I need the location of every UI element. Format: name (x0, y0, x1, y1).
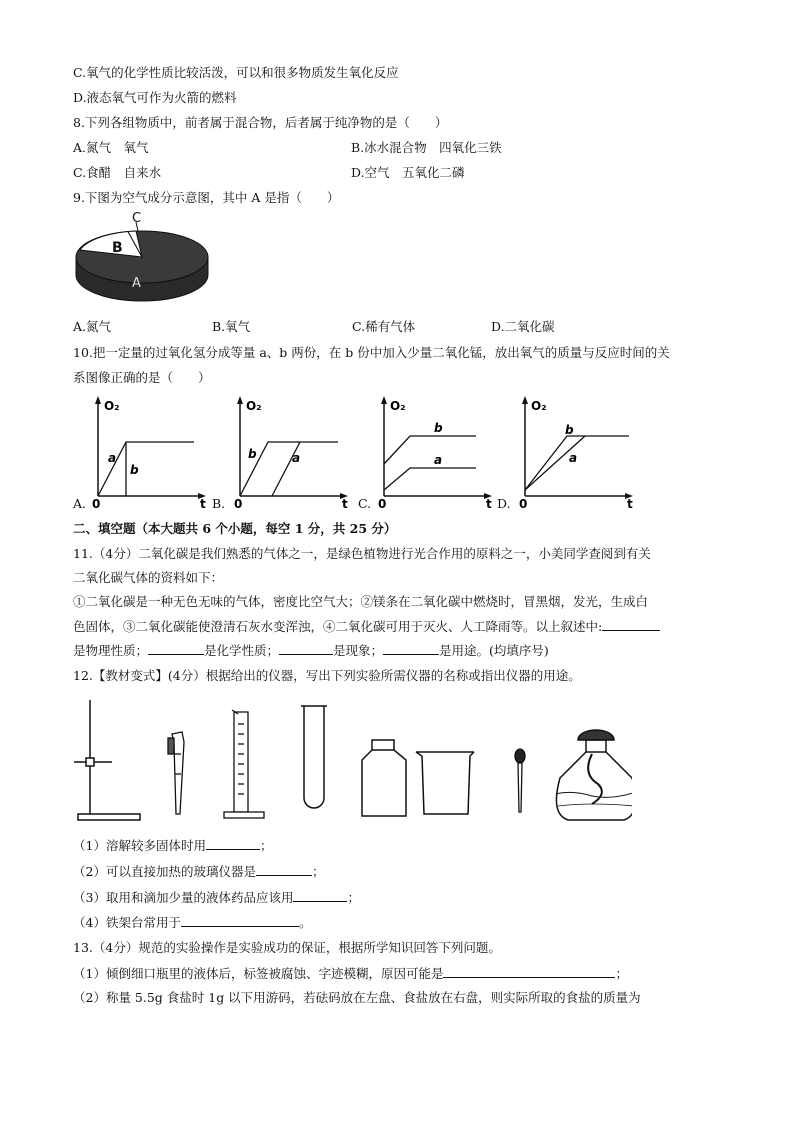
q12-sub-3-text: （3）取用和滴加少量的液体药品应该用 (73, 890, 294, 905)
graph-c (370, 392, 500, 512)
graph-a (84, 392, 214, 512)
q11-blank-1[interactable] (602, 617, 660, 631)
q11-use: 是用途。(均填序号) (439, 643, 549, 658)
q12-sub-2 (73, 862, 324, 881)
question-11-line4-text: 色固体，③二氧化碳能使澄清石灰水变浑浊，④二氧化碳可用于灭火、人工降雨等。以上叙述中: (73, 619, 603, 634)
graph-b-label-a: a (292, 451, 301, 465)
question-12: 12.【教材变式】(4分）根据给出的仪器，写出下列实验所需仪器的名称或指出仪器的用途。 (73, 668, 581, 683)
q11-blank-4[interactable] (383, 641, 439, 655)
q11-chemical: 是化学性质； (204, 643, 280, 658)
graph-b-o2: O₂ (246, 399, 262, 413)
q9-option-b: B.氧气 (212, 319, 251, 334)
q11-blank-3[interactable] (279, 641, 333, 655)
q12-blank-3[interactable] (293, 888, 347, 902)
q12-sub-3-end: ； (347, 890, 360, 905)
question-11-line3: ①二氧化碳是一种无色无味的气体，密度比空气大；②镁条在二氧化碳中燃烧时，冒黑烟，发光，生成白 (73, 594, 649, 609)
q12-sub-2-text: （2）可以直接加热的玻璃仪器是 (73, 864, 256, 879)
q12-blank-1[interactable] (206, 836, 260, 850)
graph-b (226, 392, 356, 512)
q8-option-c: C.食醋 自来水 (73, 165, 162, 180)
q13-blank-1[interactable] (443, 964, 615, 978)
graduated-cylinder-icon (224, 710, 264, 818)
q12-sub-3 (73, 888, 360, 907)
graph-c-t: t (486, 497, 492, 511)
graph-d-label-a: a (569, 451, 578, 465)
graph-c-label-b: b (434, 421, 443, 435)
q12-sub-1 (73, 836, 272, 855)
question-11-line4 (73, 617, 660, 636)
graph-a-origin: 0 (92, 497, 101, 511)
graph-c-origin: 0 (378, 497, 387, 511)
q11-phenomenon: 是现象； (333, 643, 384, 658)
lab-apparatus-row (72, 694, 632, 824)
test-tube-holder-icon (168, 732, 184, 814)
question-10-line2: 系图像正确的是（ ） (73, 370, 211, 385)
graph-option-c: C. (358, 496, 372, 511)
graph-c-o2: O₂ (390, 399, 406, 413)
graph-a-t: t (200, 497, 206, 511)
graph-b-label-b: b (248, 447, 257, 461)
question-10-line1: 10.把一定量的过氧化氢分成等量 a、b 两份，在 b 份中加入少量二氧化锰，放出氧气的质量与反应时间的关 (73, 345, 670, 360)
q9-option-a: A.氮气 (73, 319, 112, 334)
option-c-text: C.氧气的化学性质比较活泼，可以和很多物质发生氧化反应 (73, 65, 399, 80)
graph-d-label-b: b (565, 423, 574, 437)
alcohol-lamp-icon (556, 730, 632, 820)
graph-c-label-a: a (434, 453, 443, 467)
q13-sub-2: （2）称量 5.5g 食盐时 1g 以下用游码，若砝码放在左盘、食盐放在右盘，则实际所取的食盐的质量为 (73, 990, 641, 1005)
q12-sub-2-end: ； (311, 864, 325, 879)
graph-option-a: A. (73, 496, 87, 511)
graph-a-o2: O₂ (104, 399, 120, 413)
reagent-bottle-icon (362, 740, 406, 816)
question-13: 13.（4分）规范的实验操作是实验成功的保证，根据所学知识回答下列问题。 (73, 940, 501, 955)
q13-sub-1-end: ； (615, 966, 628, 981)
air-composition-pie (72, 212, 212, 312)
q8-option-a: A.氮气 氧气 (73, 140, 149, 155)
test-tube-icon (301, 706, 327, 808)
q12-sub-4-end: 。 (298, 915, 312, 930)
graph-d-origin: 0 (519, 497, 528, 511)
graph-a-label-b: b (130, 463, 139, 477)
pie-label-a: A (132, 276, 141, 291)
iron-stand-icon (74, 700, 140, 820)
q12-blank-4[interactable] (181, 913, 299, 927)
pie-label-c: C (132, 212, 142, 226)
question-11-line2: 二氧化碳气体的资料如下： (73, 570, 224, 585)
q13-sub-1-text: （1）倾倒细口瓶里的液体后，标签被腐蚀、字迹模糊，原因可能是 (73, 966, 444, 981)
q12-sub-1-text: （1）溶解较多固体时用 (73, 838, 206, 853)
pie-label-b: B (112, 240, 123, 256)
q12-sub-4 (73, 913, 311, 932)
q8-option-d: D.空气 五氧化二磷 (351, 165, 465, 180)
question-11-line5 (73, 641, 549, 660)
q11-physical: 是物理性质； (73, 643, 149, 658)
question-9: 9.下图为空气成分示意图，其中 A 是指（ ） (73, 190, 340, 205)
option-d-text: D.液态氧气可作为火箭的燃料 (73, 90, 237, 105)
graph-d-o2: O₂ (531, 399, 547, 413)
graph-option-d: D. (497, 496, 511, 511)
dropper-icon (515, 749, 525, 812)
section-2-heading: 二、填空题（本大题共 6 个小题，每空 1 分，共 25 分） (73, 521, 397, 536)
graph-option-b: B. (212, 496, 226, 511)
graph-a-label-a: a (108, 451, 117, 465)
q12-blank-2[interactable] (256, 862, 312, 876)
beaker-icon (416, 752, 474, 814)
question-8: 8.下列各组物质中，前者属于混合物，后者属于纯净物的是（ ） (73, 115, 448, 130)
q8-option-b: B.冰水混合物 四氧化三铁 (351, 140, 502, 155)
graph-d (511, 392, 641, 512)
question-11-line1: 11.（4分）二氧化碳是我们熟悉的气体之一，是绿色植物进行光合作用的原料之一，小美同学查阅到有关 (73, 546, 651, 561)
graph-b-t: t (342, 497, 348, 511)
graph-d-t: t (627, 497, 633, 511)
q12-sub-4-text: （4）铁架台常用于 (73, 915, 181, 930)
q9-option-d: D.二氧化碳 (491, 319, 555, 334)
q9-option-c: C.稀有气体 (352, 319, 416, 334)
q11-blank-2[interactable] (148, 641, 204, 655)
q12-sub-1-end: ； (259, 838, 273, 853)
graph-b-origin: 0 (234, 497, 243, 511)
q13-sub-1 (73, 964, 628, 983)
